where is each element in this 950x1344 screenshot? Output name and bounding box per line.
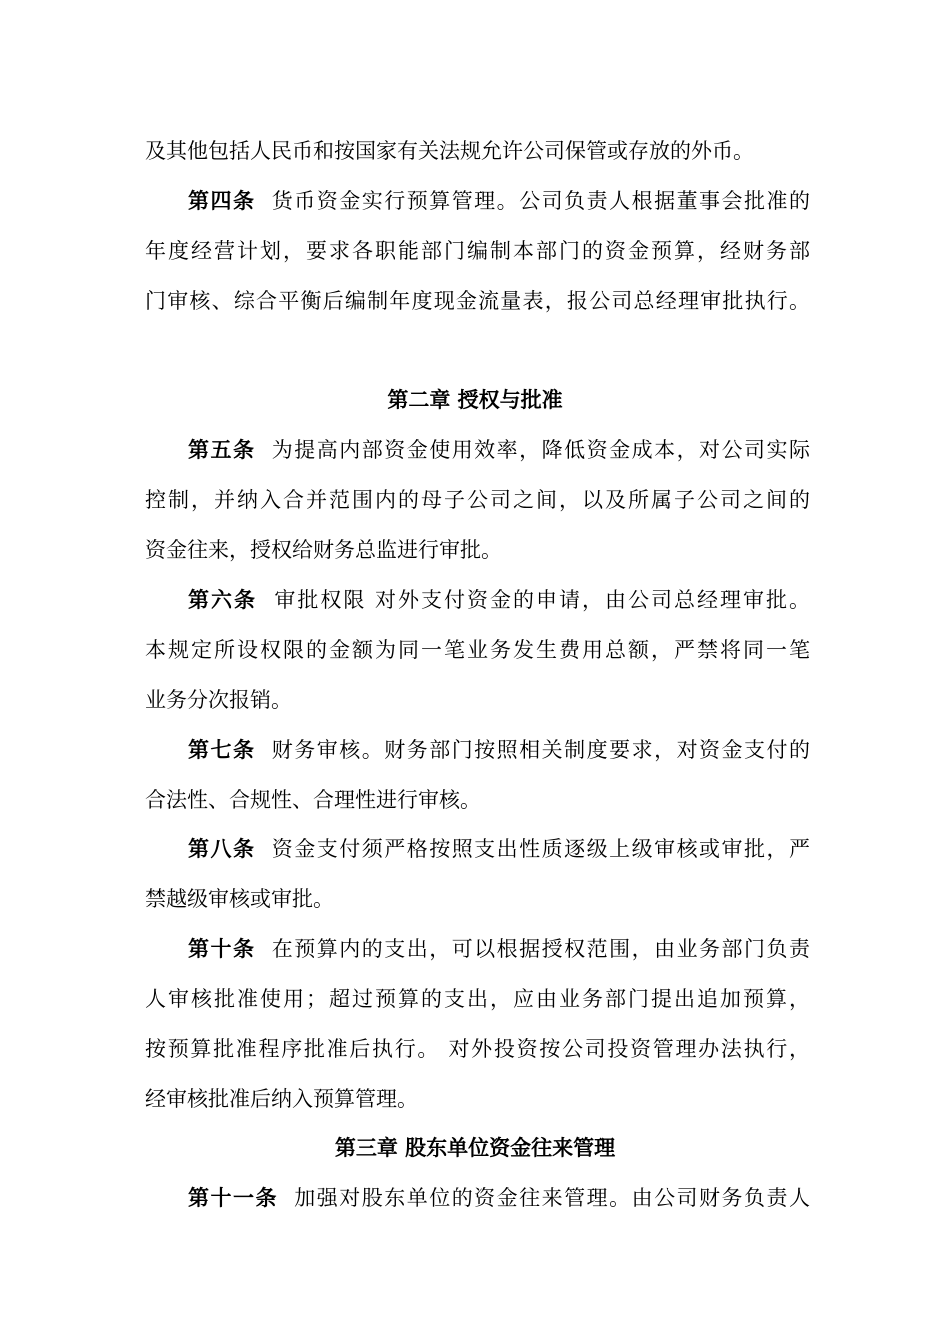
article-5-line: 第五条 为提高内部资金使用效率，降低资金成本，对公司实际: [188, 437, 810, 462]
text-line: 合法性、合规性、合理性进行审核。: [145, 788, 481, 812]
article-4-line: 第四条 货币资金实行预算管理。公司负责人根据董事会批准的: [188, 188, 810, 213]
text-line: 按预算批准程序批准后执行。 对外投资按公司投资管理办法执行，: [145, 1037, 810, 1061]
chapter-2-heading: 第二章 授权与批准: [387, 387, 563, 412]
text-line: 经审核批准后纳入预算管理。: [145, 1087, 418, 1111]
article-6-line: 第六条 审批权限 对外支付资金的申请，由公司总经理审批。: [188, 587, 810, 612]
article-7-line: 第七条 财务审核。财务部门按照相关制度要求，对资金支付的: [188, 737, 810, 762]
article-10-line: 第十条 在预算内的支出，可以根据授权范围，由业务部门负责: [188, 936, 810, 961]
article-number: 第十条: [188, 936, 256, 961]
article-number: 第八条: [188, 836, 256, 861]
text-line: 门审核、综合平衡后编制年度现金流量表，报公司总经理审批执行。: [145, 289, 810, 313]
text-line: 控制，并纳入合并范围内的母子公司之间，以及所属子公司之间的: [145, 488, 810, 512]
text-line: 资金往来，授权给财务总监进行审批。: [145, 538, 502, 562]
chapter-3-heading: 第三章 股东单位资金往来管理: [334, 1135, 616, 1160]
text-line: 业务分次报销。: [145, 688, 292, 712]
text-line: 人审核批准使用；超过预算的支出，应由业务部门提出追加预算，: [145, 987, 810, 1011]
text-line: 禁越级审核或审批。: [145, 887, 334, 911]
article-8-line: 第八条 资金支付须严格按照支出性质逐级上级审核或审批，严: [188, 836, 810, 861]
article-number: 第五条: [188, 437, 256, 462]
text-line: 年度经营计划，要求各职能部门编制本部门的资金预算，经财务部: [145, 239, 810, 263]
text-line: 及其他包括人民币和按国家有关法规允许公司保管或存放的外币。: [145, 139, 754, 163]
article-number: 第七条: [188, 737, 256, 762]
article-number: 第十一条: [188, 1185, 278, 1210]
article-number: 第四条: [188, 188, 256, 213]
article-number: 第六条: [188, 587, 257, 612]
text-line: 本规定所设权限的金额为同一笔业务发生费用总额，严禁将同一笔: [145, 638, 810, 662]
article-11-line: 第十一条 加强对股东单位的资金往来管理。由公司财务负责人: [188, 1185, 810, 1210]
